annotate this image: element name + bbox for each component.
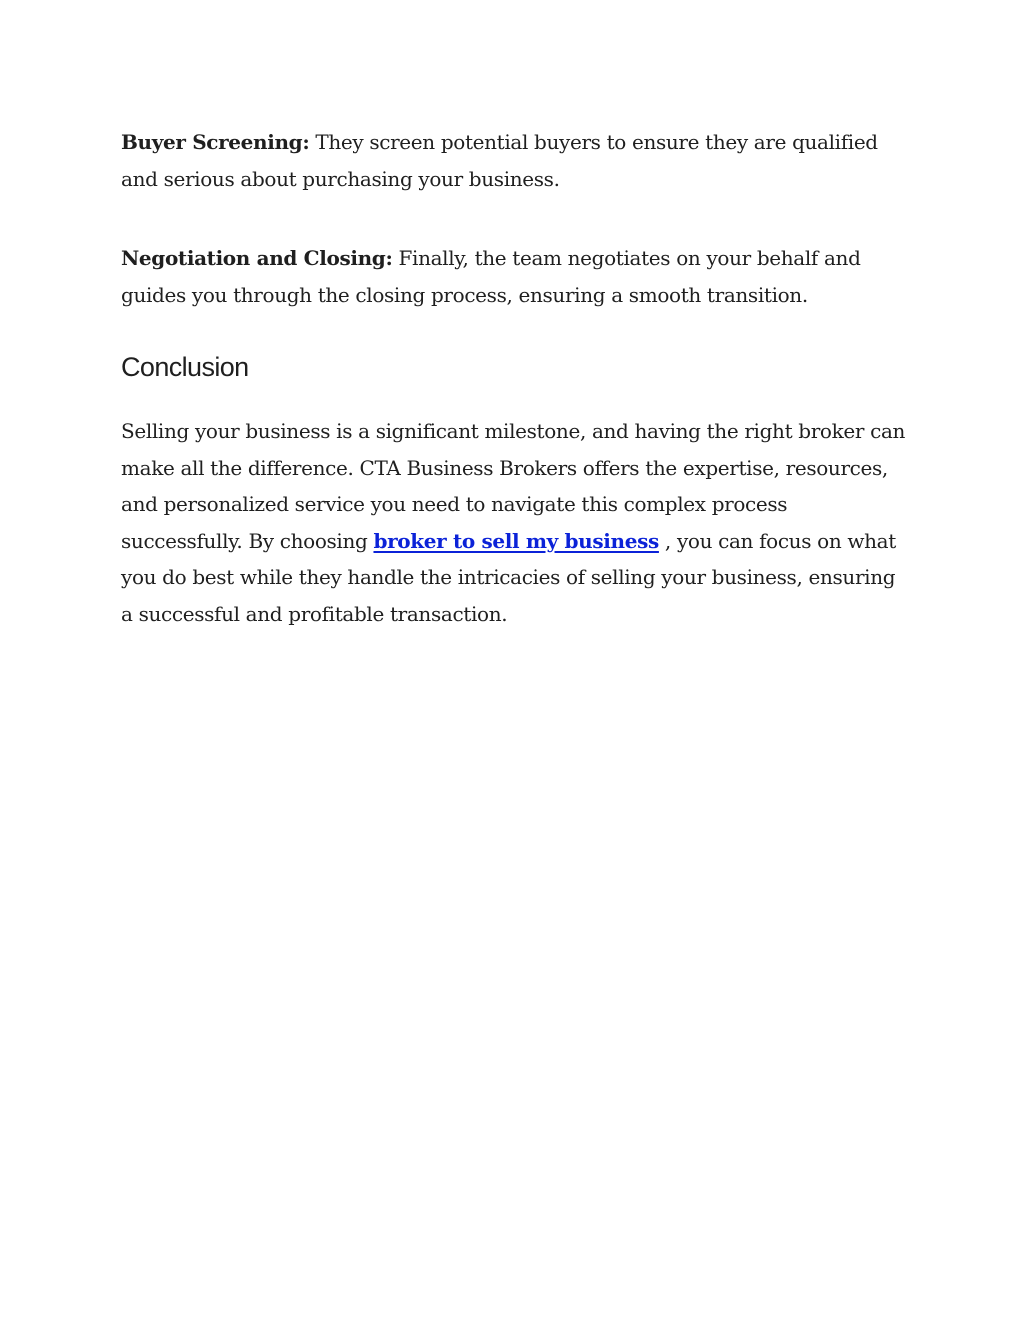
broker-link[interactable]: broker to sell my business [373,528,659,553]
negotiation-closing-term: Negotiation and Closing: [121,246,393,270]
conclusion-text-after-link: , you can focus on what you do best while they handle the intricacies of selling your business, ensuring a successful and profitable transaction. [121,528,896,626]
buyer-screening-paragraph [121,124,911,197]
negotiation-closing-text: Finally, the team negotiates on your behalf and guides you through the closing process, ensuring a smooth transition. [121,246,861,307]
buyer-screening-text: They screen potential buyers to ensure they are qualified and serious about purchasing your business. [121,130,878,191]
buyer-screening-term: Buyer Screening: [121,130,310,154]
negotiation-closing-paragraph [121,240,911,313]
document-page [121,124,911,632]
conclusion-text-before-link: Selling your business is a significant milestone, and having the right broker can make all the difference. CTA Business Brokers offers the expertise, resources, and personalized service you need to navigate this complex process successfully. By choosing [121,419,906,553]
conclusion-paragraph [121,413,911,632]
conclusion-heading: Conclusion [121,352,249,382]
